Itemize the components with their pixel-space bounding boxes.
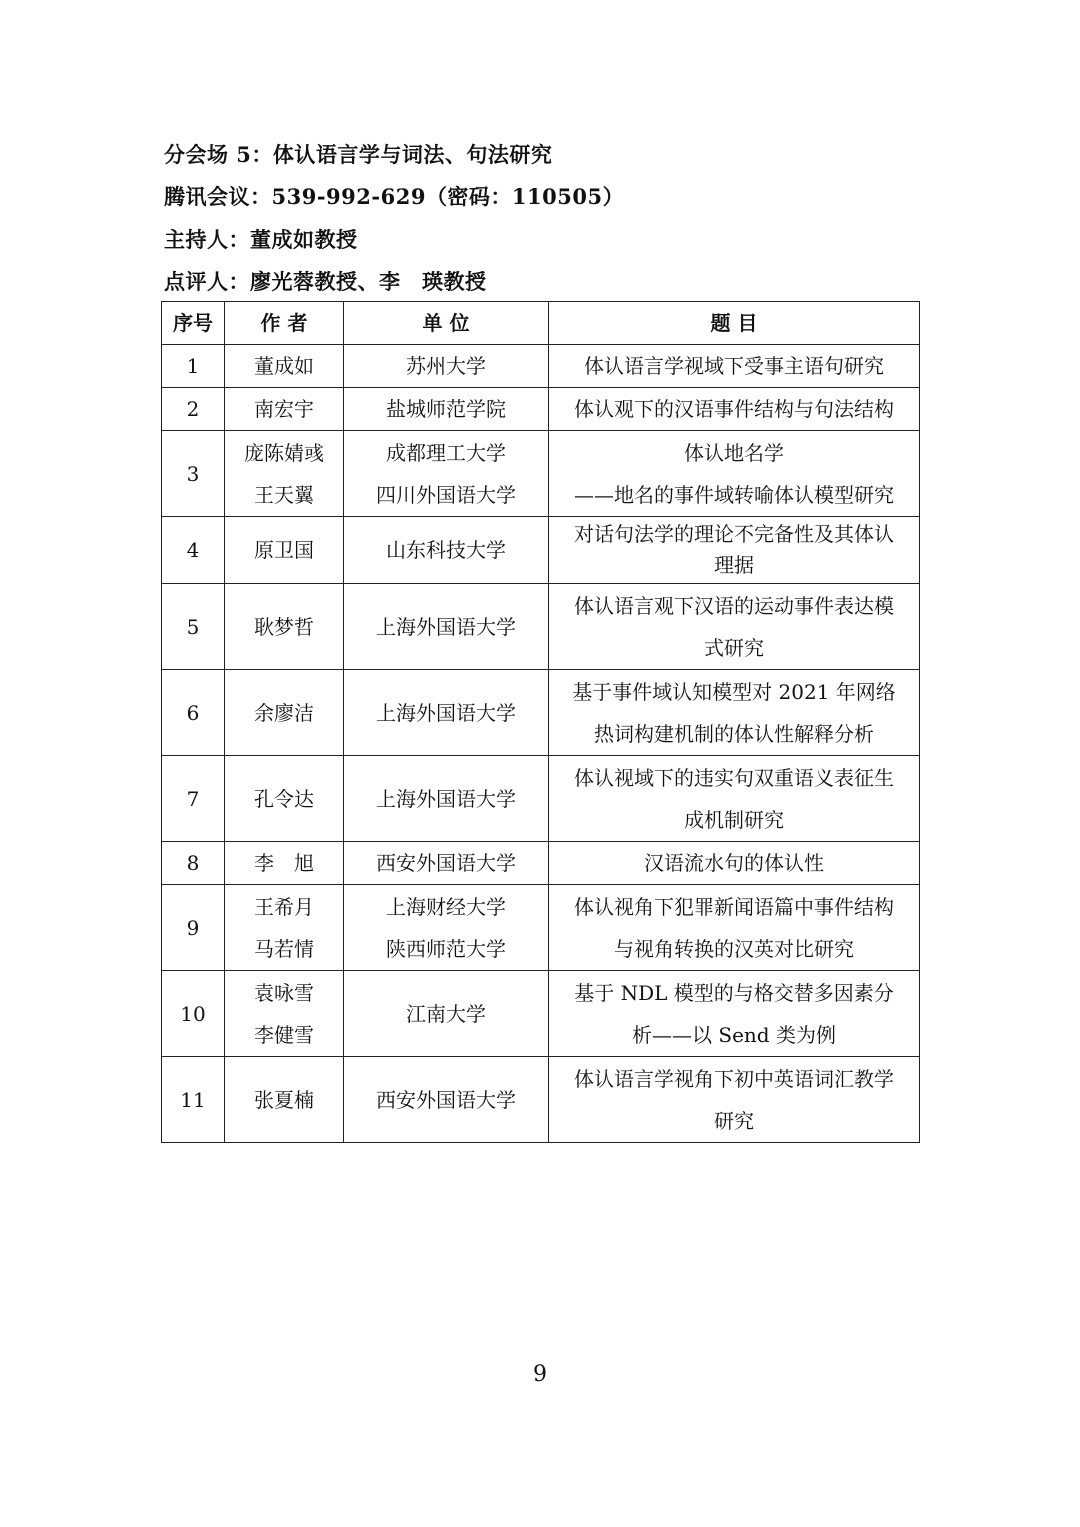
row-number: 3 [162, 431, 225, 517]
topic-cell [549, 971, 920, 1057]
author-cell [225, 670, 344, 756]
author-cell-line: 袁咏雪 [254, 980, 314, 1005]
topic-cell-line: 研究 [714, 1108, 754, 1133]
row-number: 8 [162, 842, 225, 885]
author-cell-line: 南宏宇 [254, 397, 314, 421]
topic-cell [549, 885, 920, 971]
unit-cell [344, 842, 549, 885]
table-row [162, 517, 920, 584]
author-cell-line: 李 旭 [254, 851, 314, 875]
unit-cell [344, 1057, 549, 1143]
topic-cell [549, 756, 920, 842]
topic-cell-line: 体认地名学 [684, 440, 784, 465]
author-cell [225, 584, 344, 670]
author-cell-line: 庞陈婧彧 [244, 440, 324, 465]
unit-cell-line: 盐城师范学院 [386, 397, 506, 421]
unit-cell-line: 山东科技大学 [386, 538, 506, 562]
unit-cell [344, 345, 549, 388]
row-number: 1 [162, 345, 225, 388]
author-cell-line: 王天翼 [254, 482, 314, 507]
row-number: 11 [162, 1057, 225, 1143]
unit-cell [344, 756, 549, 842]
topic-cell-line: 体认视角下犯罪新闻语篇中事件结构 [574, 894, 894, 919]
unit-cell-line: 上海外国语大学 [376, 700, 516, 725]
unit-cell-line: 西安外国语大学 [376, 1087, 516, 1112]
topic-cell-line: 汉语流水句的体认性 [644, 851, 824, 875]
topic-cell-line: 理据 [714, 553, 754, 577]
author-cell [225, 517, 344, 584]
header-author: 作 者 [225, 302, 344, 345]
topic-cell [549, 431, 920, 517]
unit-cell-line: 江南大学 [406, 1001, 486, 1026]
topic-cell-line: 基于 NDL 模型的与格交替多因素分 [574, 980, 894, 1005]
row-number: 9 [162, 885, 225, 971]
row-number: 5 [162, 584, 225, 670]
author-cell [225, 1057, 344, 1143]
unit-cell-line: 苏州大学 [406, 354, 486, 378]
header-unit: 单 位 [344, 302, 549, 345]
table-row [162, 584, 920, 670]
topic-cell-line: 成机制研究 [684, 807, 784, 832]
author-cell-line: 董成如 [254, 354, 314, 378]
unit-cell [344, 971, 549, 1057]
unit-cell-line: 上海财经大学 [386, 894, 506, 919]
topic-cell-line: 体认视域下的违实句双重语义表征生 [574, 765, 894, 790]
unit-cell-line: 上海外国语大学 [376, 614, 516, 639]
row-number: 2 [162, 388, 225, 431]
unit-cell [344, 670, 549, 756]
author-cell-line: 马若情 [254, 936, 314, 961]
topic-cell-line: 体认语言学视角下初中英语词汇教学 [574, 1066, 894, 1091]
topic-cell-line: 析——以 Send 类为例 [632, 1022, 836, 1047]
topic-cell-line: 对话句法学的理论不完备性及其体认 [574, 522, 894, 546]
table-body [162, 345, 920, 1143]
topic-cell [549, 842, 920, 885]
topic-cell-line: 体认语言观下汉语的运动事件表达模 [574, 593, 894, 618]
row-number: 6 [162, 670, 225, 756]
meeting-info: 腾讯会议：539-992-629（密码：110505） [164, 184, 625, 209]
author-cell-line: 王希月 [254, 894, 314, 919]
author-cell [225, 388, 344, 431]
row-number: 10 [162, 971, 225, 1057]
table-row [162, 1057, 920, 1143]
author-cell [225, 756, 344, 842]
topic-cell [549, 345, 920, 388]
topic-cell-line: ——地名的事件域转喻体认模型研究 [574, 482, 894, 507]
table-row [162, 885, 920, 971]
author-cell-line: 原卫国 [254, 538, 314, 562]
author-cell-line: 孔令达 [254, 786, 314, 811]
header-number: 序号 [162, 302, 225, 345]
topic-cell [549, 1057, 920, 1143]
row-number: 4 [162, 517, 225, 584]
author-cell-line: 李健雪 [254, 1022, 314, 1047]
unit-cell [344, 388, 549, 431]
author-cell [225, 345, 344, 388]
author-cell [225, 842, 344, 885]
unit-cell-line: 陕西师范大学 [386, 936, 506, 961]
table-row [162, 756, 920, 842]
schedule-table [161, 301, 920, 1143]
author-cell [225, 431, 344, 517]
author-cell [225, 885, 344, 971]
table-row [162, 670, 920, 756]
author-cell [225, 971, 344, 1057]
topic-cell [549, 517, 920, 584]
topic-cell-line: 式研究 [704, 635, 764, 660]
author-cell-line: 余廖洁 [254, 700, 314, 725]
row-number: 7 [162, 756, 225, 842]
topic-cell [549, 584, 920, 670]
page-number: 9 [533, 1362, 547, 1387]
session-title: 分会场 5：体认语言学与词法、句法研究 [164, 142, 553, 167]
topic-cell [549, 670, 920, 756]
unit-cell-line: 西安外国语大学 [376, 851, 516, 875]
table-row [162, 345, 920, 388]
topic-cell [549, 388, 920, 431]
table-row [162, 971, 920, 1057]
unit-cell [344, 885, 549, 971]
topic-cell-line: 热词构建机制的体认性解释分析 [594, 721, 874, 746]
topic-cell-line: 体认语言学视域下受事主语句研究 [584, 354, 884, 378]
author-cell-line: 耿梦哲 [254, 614, 314, 639]
table-row [162, 842, 920, 885]
reviewers-line: 点评人：廖光蓉教授、李 瑛教授 [164, 269, 487, 294]
topic-cell-line: 基于事件域认知模型对 2021 年网络 [572, 679, 896, 704]
unit-cell-line: 成都理工大学 [386, 440, 506, 465]
topic-cell-line: 体认观下的汉语事件结构与句法结构 [574, 397, 894, 421]
unit-cell-line: 四川外国语大学 [376, 482, 516, 507]
unit-cell [344, 584, 549, 670]
author-cell-line: 张夏楠 [254, 1087, 314, 1112]
table-header-row [162, 302, 920, 345]
table-row [162, 431, 920, 517]
table-row [162, 388, 920, 431]
unit-cell [344, 431, 549, 517]
host-line: 主持人：董成如教授 [164, 227, 358, 252]
topic-cell-line: 与视角转换的汉英对比研究 [614, 936, 854, 961]
unit-cell-line: 上海外国语大学 [376, 786, 516, 811]
header-topic: 题 目 [549, 302, 920, 345]
unit-cell [344, 517, 549, 584]
